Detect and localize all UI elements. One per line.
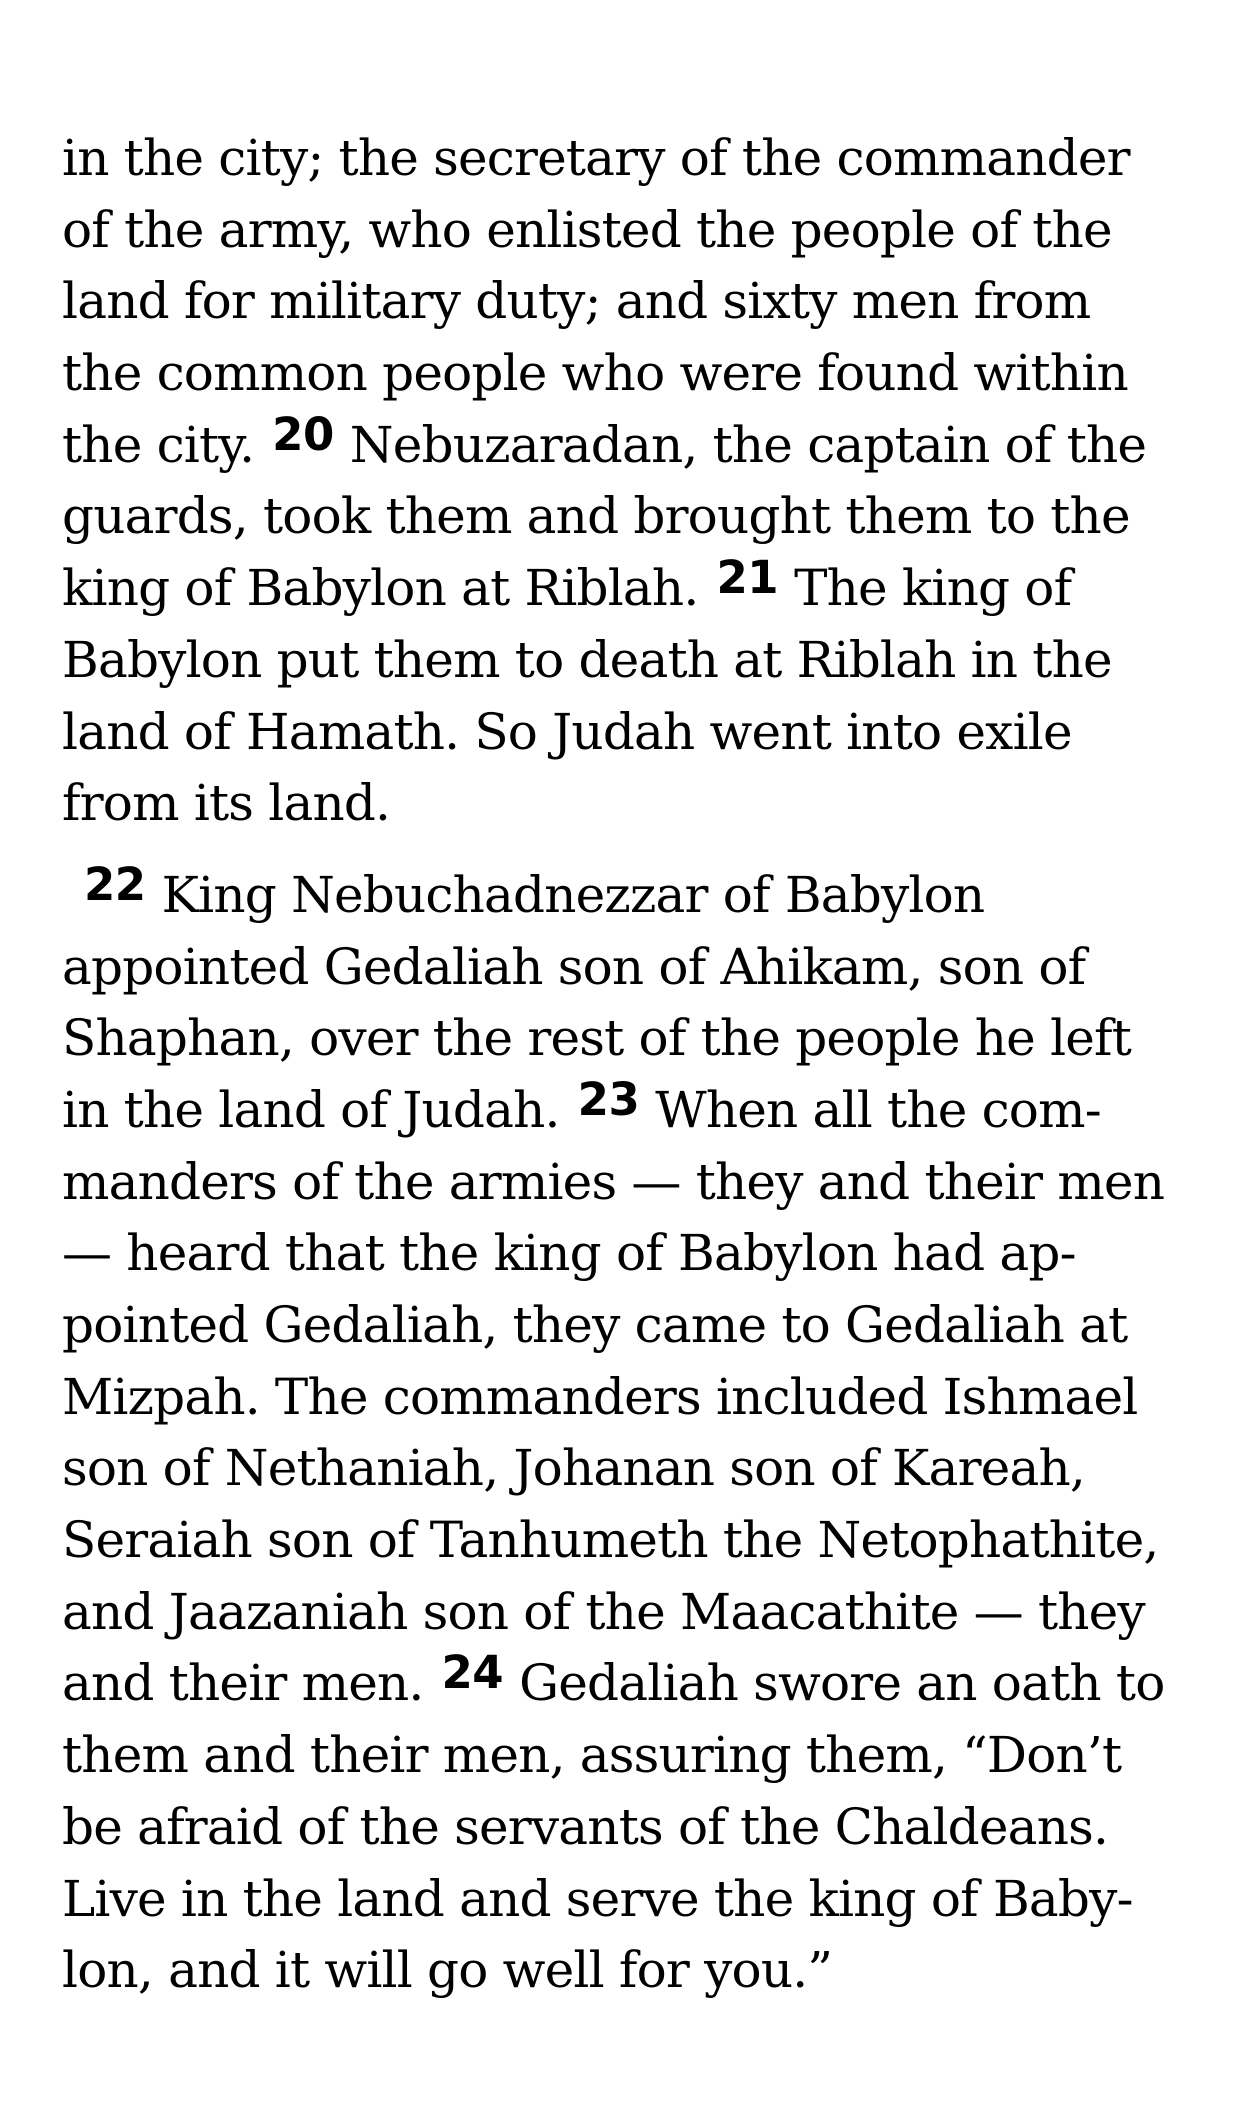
text-run: appointed Gedaliah son of Ahikam, son of [62, 937, 1086, 996]
text-line [62, 1505, 1202, 1577]
text-line [62, 1147, 1202, 1219]
text-run: king of Babylon at Riblah. [62, 559, 699, 618]
text-run: — heard that the king of Babylon had ap- [62, 1224, 1076, 1283]
text-run: in the city; the secretary of the commander [62, 129, 1130, 187]
text-run: land for military duty; and sixty men from [62, 272, 1091, 331]
text-line [62, 1792, 1202, 1864]
text-run: the common people who were found within [62, 344, 1128, 403]
text-line [62, 338, 1202, 410]
text-run: Babylon put them to death at Riblah in the [62, 630, 1112, 689]
text-run: manders of the armies — they and their men [62, 1152, 1165, 1211]
text-line [62, 1072, 1202, 1147]
text-run: lon, and it will go well for you.” [62, 1941, 833, 2000]
text-line [62, 697, 1202, 769]
verse-number: 20 [272, 407, 334, 461]
paragraph [62, 857, 1202, 2007]
text-line [62, 1218, 1202, 1290]
text-run: of the army, who enlisted the people of the [62, 200, 1112, 259]
text-line [62, 1003, 1202, 1075]
text-run: Gedaliah swore an oath to [519, 1654, 1165, 1713]
text-line [62, 932, 1202, 1004]
text-run: in the land of Judah. [62, 1080, 560, 1139]
text-line [62, 768, 1202, 840]
verse-number: 24 [441, 1646, 504, 1700]
paragraph [62, 123, 1202, 840]
text-run: land of Hamath. So Judah went into exile [62, 702, 1072, 761]
text-line [62, 625, 1202, 697]
passage-text [62, 123, 1202, 2007]
text-run: the city. [62, 415, 255, 474]
text-run: son of Nethaniah, Johanan son of Kareah, [62, 1439, 1085, 1498]
text-run: pointed Gedaliah, they came to Gedaliah at [62, 1296, 1128, 1354]
text-run: The king of [794, 559, 1072, 618]
text-line [62, 1864, 1202, 1936]
text-line [62, 1433, 1202, 1505]
text-line [62, 266, 1202, 338]
text-run: and Jaazaniah son of the Maacathite — they [62, 1582, 1145, 1641]
text-run: When all the com- [655, 1080, 1101, 1139]
text-run: Shaphan, over the rest of the people he left [62, 1009, 1132, 1068]
text-run: Mizpah. The commanders included Ishmael [62, 1367, 1138, 1426]
text-run: King Nebuchadnezzar of Babylon [161, 865, 985, 924]
verse-number: 23 [577, 1072, 640, 1126]
text-line [62, 407, 1202, 482]
text-line [62, 857, 1202, 932]
text-line [62, 1935, 1202, 2007]
text-run: from its land. [62, 774, 391, 833]
text-line [62, 553, 1202, 625]
text-run: Nebuzaradan, the captain of the [349, 415, 1147, 474]
text-line [62, 1720, 1202, 1792]
text-line [62, 481, 1202, 553]
text-run: and their men. [62, 1654, 424, 1713]
text-line [62, 1362, 1202, 1434]
text-line [62, 195, 1202, 267]
text-line [62, 1577, 1202, 1649]
verse-number: 22 [84, 857, 146, 911]
verse-number: 21 [716, 551, 779, 605]
text-line [62, 123, 1202, 195]
text-run: be afraid of the servants of the Chaldeans. [62, 1797, 1109, 1856]
text-run: guards, took them and brought them to the [62, 487, 1130, 546]
text-line [62, 1290, 1202, 1362]
text-run: them and their men, assuring them, “Don’t [62, 1726, 1122, 1785]
text-run: Seraiah son of Tanhumeth the Netophathite, [62, 1511, 1159, 1570]
text-run: Live in the land and serve the king of Baby- [62, 1869, 1133, 1928]
text-line [62, 1648, 1202, 1720]
